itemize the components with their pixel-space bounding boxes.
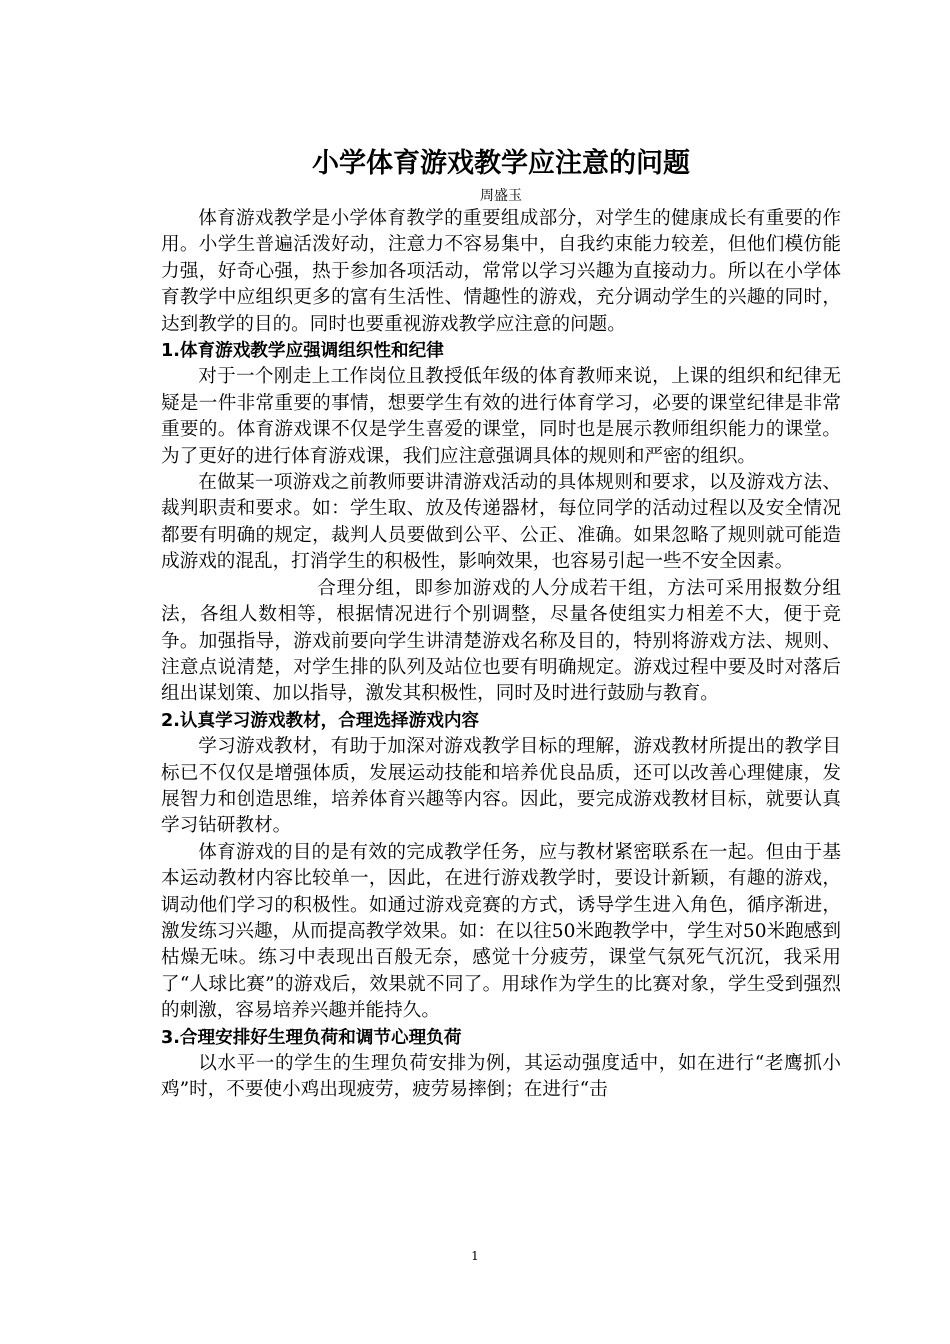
page-number: 1 — [471, 1249, 479, 1263]
body-paragraph: 以水平一的学生的生理负荷安排为例，其运动强度适中，如在进行“老鹰抓小鸡”时，不要使小鸡出现疲劳，疲劳易摔倒；在进行“击 — [161, 1053, 841, 1101]
document-body — [161, 142, 841, 1104]
section-heading: 2.认真学习游戏教材，合理选择游戏内容 — [161, 710, 480, 731]
section-heading: 3.合理安排好生理负荷和调节心理负荷 — [161, 1027, 462, 1048]
body-paragraph: 体育游戏的目的是有效的完成教学任务，应与教材紧密联系在一起。但由于基本运动教材内容比较单一，因此，在进行游戏教学时，要设计新颖，有趣的游戏，调动他们学习的积极性。如通过游戏竞赛的方式，诱导学生进入角色，循序渐进，激发练习兴趣，从而提高教学效果。如：在以往50米跑教学中，学生对50米跑感到枯燥无味。练习中表现出百般无奈，感觉十分疲劳，课堂气氛死气沉沉，我采用了“人球比赛”的游戏后，效果就不同了。用球作为学生的比赛对象，学生受到强烈的刺激，容易培养兴趣并能持久。 — [161, 841, 841, 1022]
document-title: 小学体育游戏教学应注意的问题 — [312, 148, 690, 179]
body-paragraph: 学习游戏教材，有助于加深对游戏教学目标的理解，游戏教材所提出的教学目标已不仅仅是增强体质，发展运动技能和培养优良品质，还可以改善心理健康，发展智力和创造思维，培养体育兴趣等内容。因此，要完成游戏教材目标，就要认真学习钻研教材。 — [161, 736, 841, 837]
body-paragraph: 在做某一项游戏之前教师要讲清游戏活动的具体规则和要求，以及游戏方法、裁判职责和要求。如：学生取、放及传递器材，每位同学的活动过程以及安全情况都要有明确的规定，裁判人员要做到公平、公正、准确。如果忽略了规则就可能造成游戏的混乱，打消学生的积极性，影响效果，也容易引起一些不安全因素。 — [161, 472, 841, 573]
intro-paragraph: 体育游戏教学是小学体育教学的重要组成部分，对学生的健康成长有重要的作用。小学生普遍活泼好动，注意力不容易集中，自我约束能力较差，但他们模仿能力强，好奇心强，热于参加各项活动，常常以学习兴趣为直接动力。所以在小学体育教学中应组织更多的富有生活性、情趣性的游戏，充分调动学生的兴趣的同时，达到教学的目的。同时也要重视游戏教学应注意的问题。 — [161, 208, 841, 335]
body-paragraph: 合理分组，即参加游戏的人分成若干组，方法可采用报数分组法，各组人数相等，根据情况进行个别调整，尽量各使组实力相差不大，便于竞争。加强指导，游戏前要向学生讲清楚游戏名称及目的，特别将游戏方法、规则、注意点说清楚，对学生排的队列及站位也要有明确规定。游戏过程中要及时对落后组出谋划策、加以指导，激发其积极性，同时及时进行鼓励与教育。 — [161, 577, 841, 705]
section-heading: 1.体育游戏教学应强调组织性和纪律 — [161, 341, 444, 362]
body-paragraph: 对于一个刚走上工作岗位且教授低年级的体育教师来说，上课的组织和纪律无疑是一件非常重要的事情，想要学生有效的进行体育学习，必要的课堂纪律是非常重要的。体育游戏课不仅是学生喜爱的课堂，同时也是展示教师组织能力的课堂。为了更好的进行体育游戏课，我们应注意强调具体的规则和严密的组织。 — [161, 366, 841, 467]
author-name: 周盛玉 — [480, 188, 522, 204]
